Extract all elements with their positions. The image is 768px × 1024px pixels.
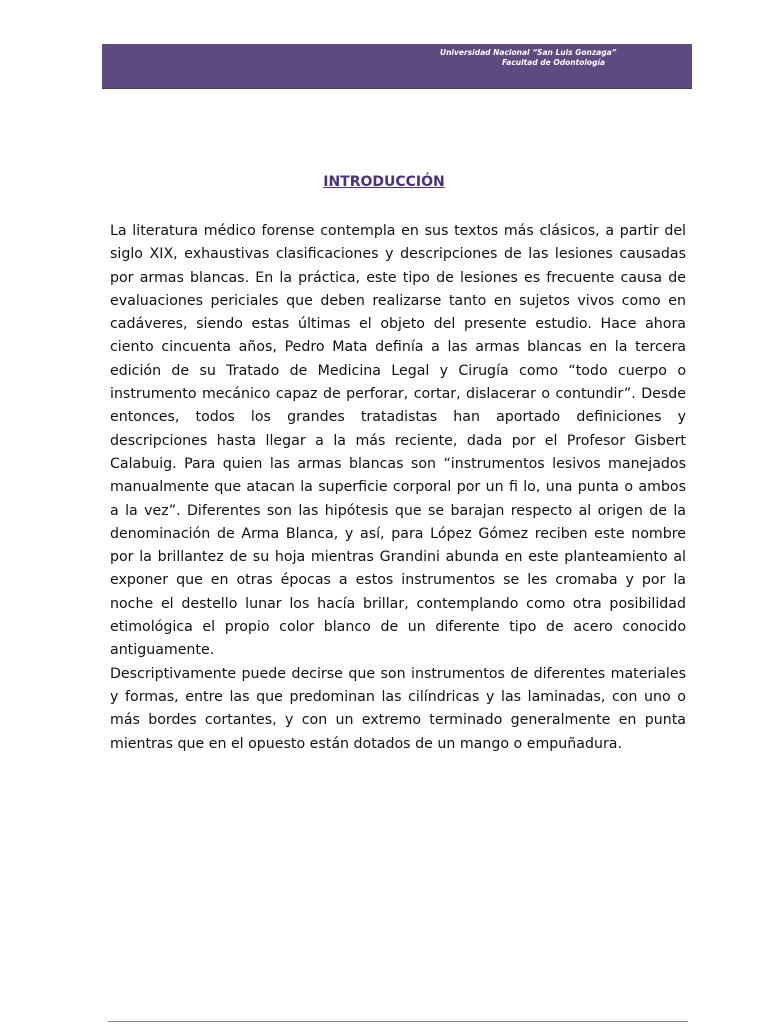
paragraph-2: Descriptivamente puede decirse que son instrumentos de diferentes materiales y formas, entre las que predominan las cilíndricas y las laminadas, con uno o más bordes cortantes, y con un extremo terminado generalmente en punta mientras que en el opuesto están dotados de un mango o empuñadura. (110, 665, 686, 752)
page-title: INTRODUCCIÓN (323, 174, 445, 190)
faculty-name: Facultad de Odontología (502, 58, 606, 67)
header-banner (102, 44, 692, 89)
paragraph-1: La literatura médico forense contempla en sus textos más clásicos, a partir del siglo XIX, exhaustivas clasificaciones y descripciones de las lesiones causadas por armas blancas. En la práctica, este tipo de lesiones es frecuente causa de evaluaciones periciales que deben realizarse tanto en sujetos vivos como en cadáveres, siendo estas últimas el objeto del presente estudio. Hace ahora ciento cincuenta años, Pedro Mata definía a las armas blancas en la tercera edición de su Tratado de Medicina Legal y Cirugía como “todo cuerpo o instrumento mecánico capaz de perforar, cortar, dislacerar o contundir”. Desde entonces, todos los grandes tratadistas han aportado definiciones y descripciones hasta llegar a la más reciente, dada por el Profesor Gisbert Calabuig. Para quien las armas blancas son “instrumentos lesivos manejados manualmente que atacan la superficie corporal por un fi lo, una punta o ambos a la vez”. Diferentes son las hipótesis que se barajan respecto al origen de la denominación de Arma Blanca, y así, para López Gómez reciben este nombre por la brillantez de su hoja mientras Grandini abunda en este planteamiento al exponer que en otras épocas a estos instrumentos se les cromaba y por la noche el destello lunar los hacía brillar, contemplando como otra posibilidad etimológica el propio color blanco de un diferente tipo de acero conocido antiguamente. (110, 223, 686, 659)
footer-rule (108, 1021, 688, 1022)
body-text (110, 220, 686, 756)
university-name: Universidad Nacional “San Luis Gonzaga” (440, 48, 617, 57)
